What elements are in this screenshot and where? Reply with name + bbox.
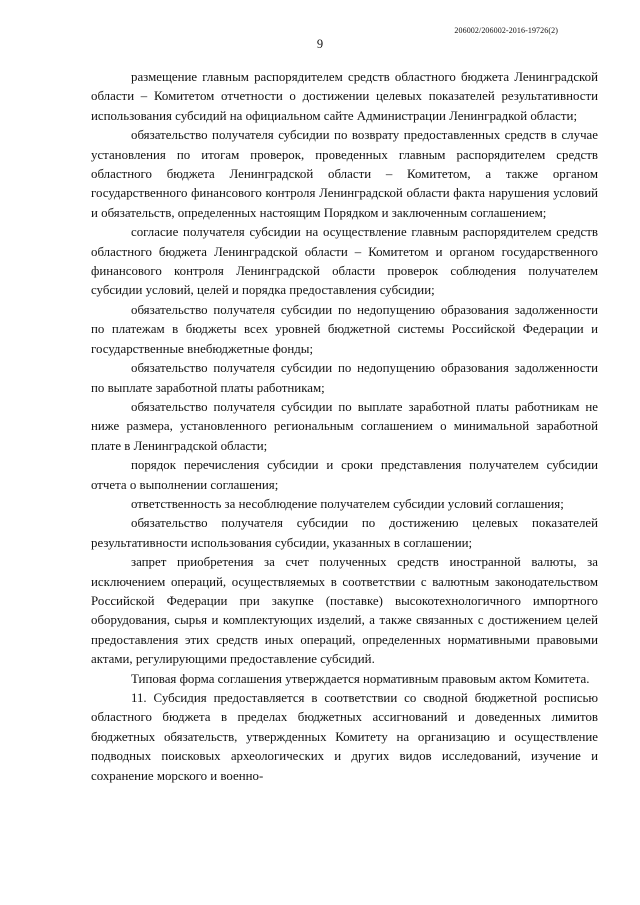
- paragraph-inspection-consent: согласие получателя субсидии на осуществление главным распорядителем средств областного бюджета Ленинградской области – Комитетом и органом государственного финансового контроля Ленинградской области проверок соблюдения получателем субсидии условий, целей и порядка предоставления субсидии;: [91, 225, 598, 298]
- document-id: 206002/206002-2016-19726(2): [454, 26, 558, 35]
- paragraph-refund-obligation: обязательство получателя субсидии по возврату предоставленных средств в случае установления по итогам проверок, проведенных главным распорядителем средств областного бюджета Ленинградской области – Комитетом, а также органом государственного финансового контроля Ленинградской области факта нарушения условий и обязательств, определенных настоящим Порядком и заключенным соглашением;: [91, 128, 598, 220]
- document-body: [91, 68, 598, 786]
- paragraph-liability: ответственность за несоблюдение получателем субсидии условий соглашения;: [131, 496, 564, 511]
- paragraph-no-salary-debt: обязательство получателя субсидии по недопущению образования задолженности по выплате заработной платы работникам;: [91, 361, 598, 395]
- page-number: 9: [316, 37, 324, 51]
- paragraph-target-indicators: обязательство получателя субсидии по достижению целевых показателей результативности использования субсидии, указанных в соглашении;: [91, 516, 598, 550]
- paragraph-minimum-wage: обязательство получателя субсидии по выплате заработной платы работникам не ниже размера, установленного региональным соглашением о минимальной заработной плате в Ленинградской области;: [91, 399, 598, 453]
- paragraph-no-budget-debt: обязательство получателя субсидии по недопущению образования задолженности по платежам в бюджеты всех уровней бюджетной системы Российской Федерации и государственные внебюджетные фонды;: [91, 302, 598, 356]
- paragraph-currency-ban: запрет приобретения за счет полученных средств иностранной валюты, за исключением операций, осуществляемых в соответствии с валютным законодательством Российской Федерации при закупке (поставке) высокотехнологичного импортного оборудования, сырья и комплектующих изделий, а также связанных с достижением целей предоставления этих средств иных операций, определенных нормативными правовыми актами, регулирующими предоставление субсидий.: [91, 555, 598, 667]
- paragraph-section-11: 11. Субсидия предоставляется в соответствии со сводной бюджетной росписью областного бюджета в пределах бюджетных ассигнований и доведенных лимитов бюджетных обязательств, утвержденных Комитету на организацию и осуществление подводных поисковых археологических и других видов исследований, изучение и сохранение морского и военно-: [91, 691, 598, 783]
- paragraph-transfer-order: порядок перечисления субсидии и сроки представления получателем субсидии отчета о выполнении соглашения;: [91, 458, 598, 492]
- paragraph-reporting-placement: размещение главным распорядителем средств областного бюджета Ленинградской области – Комитетом отчетности о достижении целевых показателей результативности использования субсидий на официальном сайте Администрации Ленинградкой области;: [91, 70, 598, 123]
- paragraph-agreement-form: Типовая форма соглашения утверждается нормативным правовым актом Комитета.: [131, 671, 590, 686]
